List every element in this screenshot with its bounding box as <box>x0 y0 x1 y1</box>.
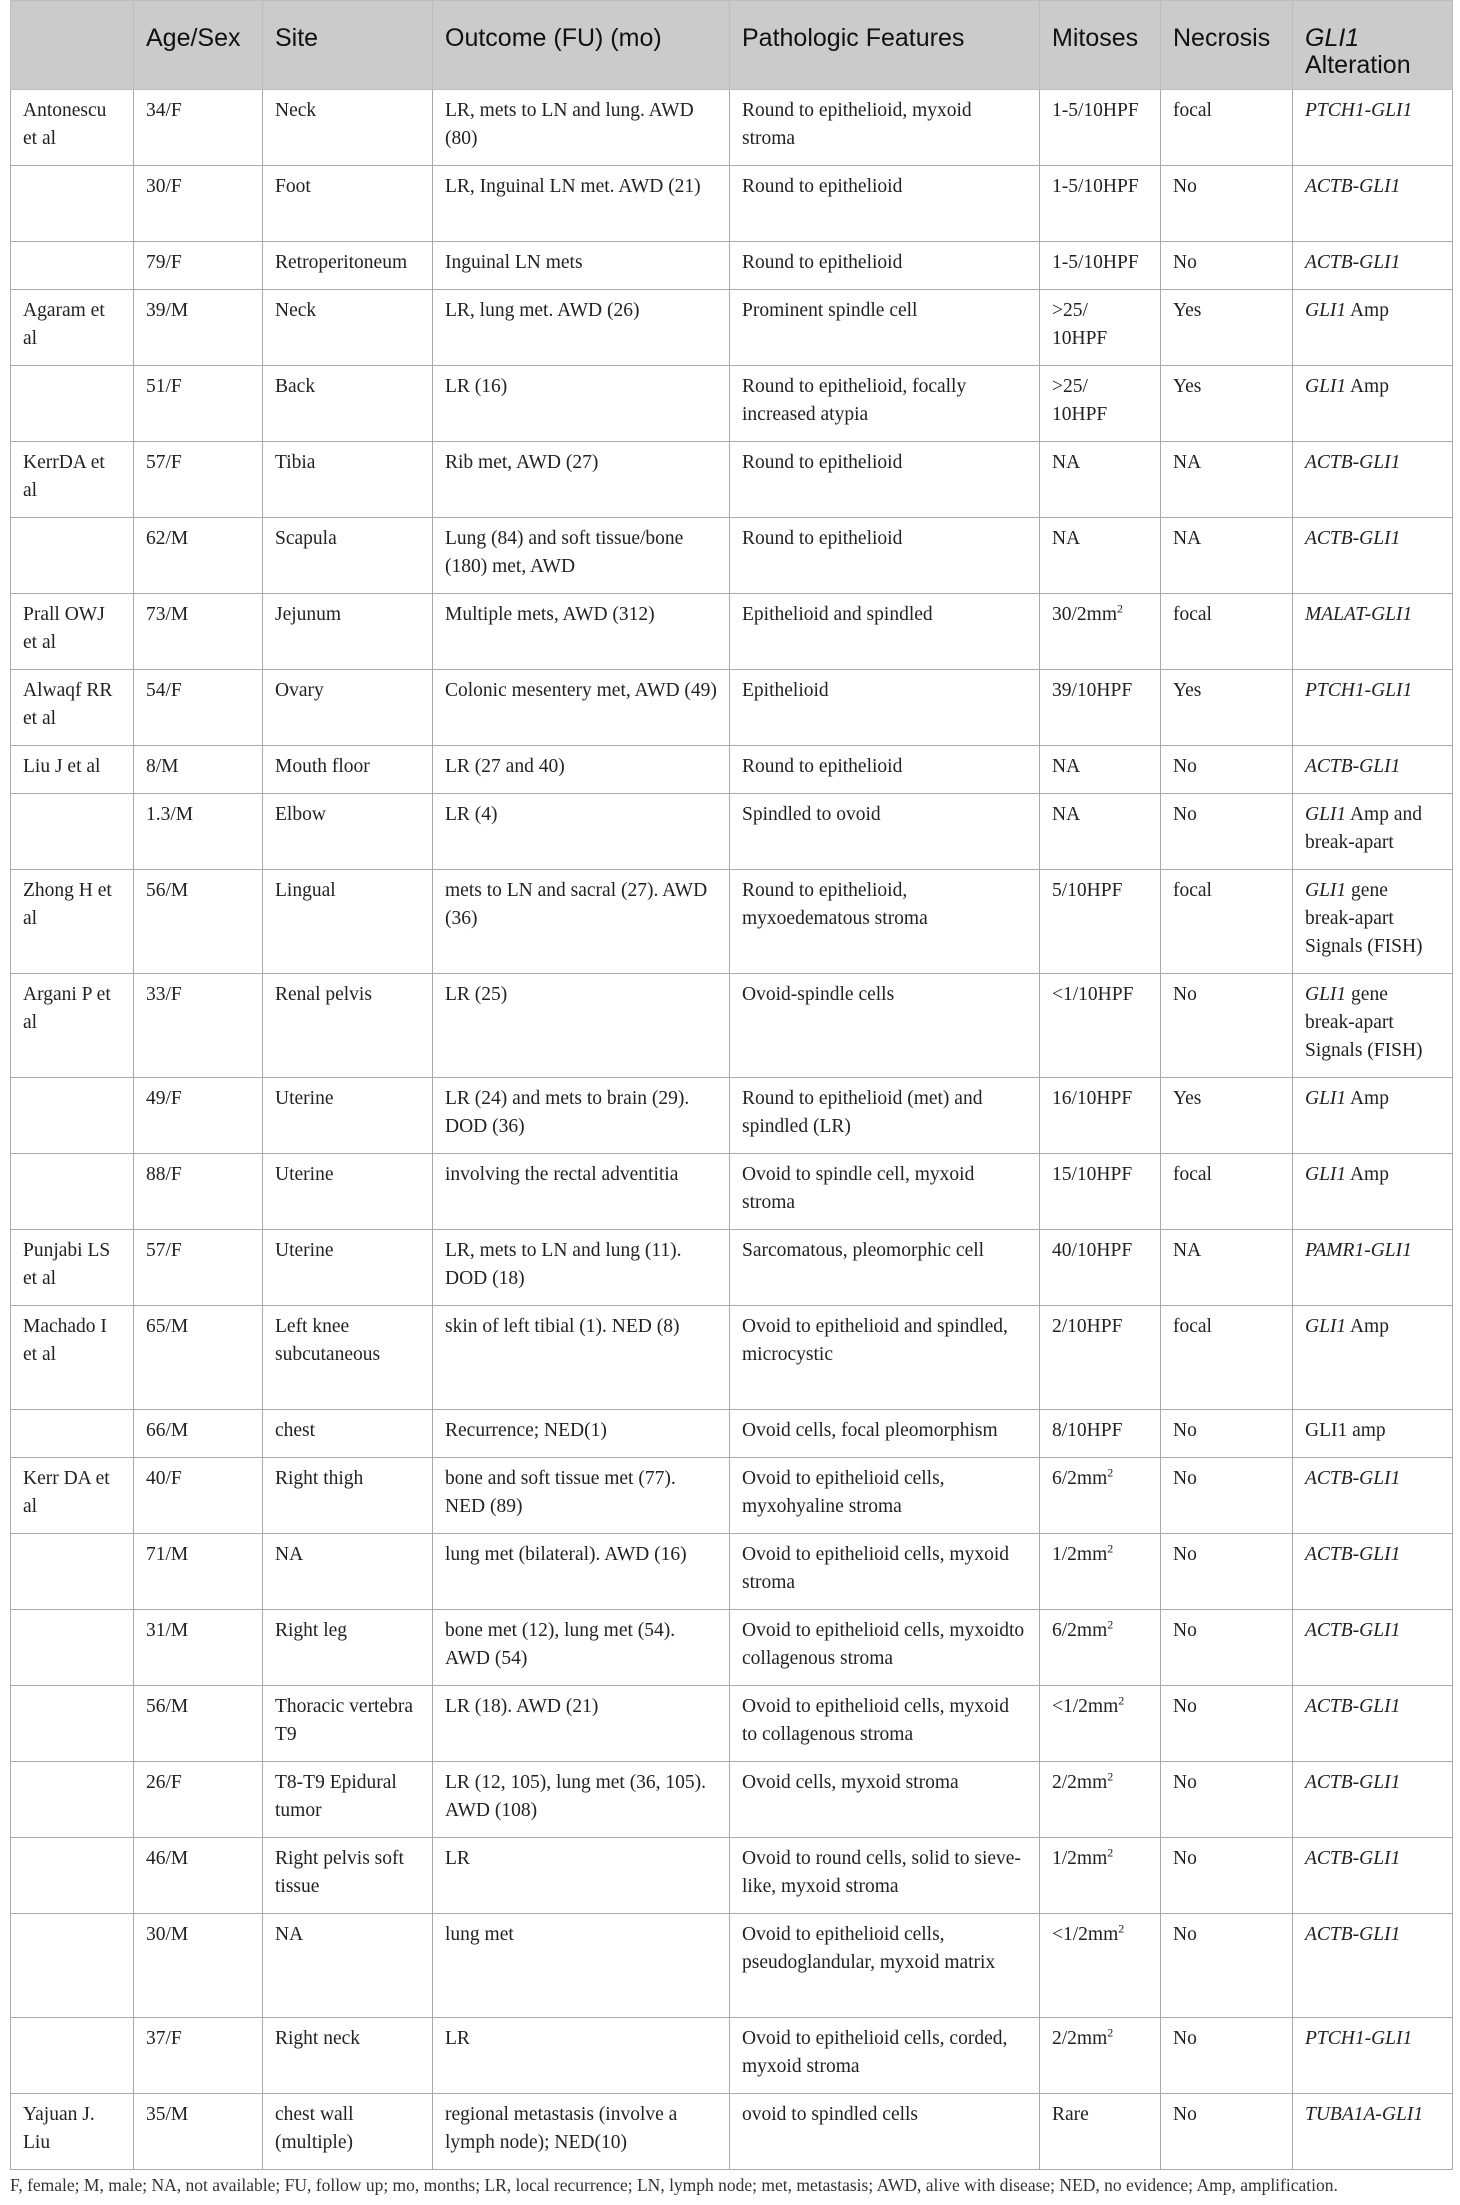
cell-site: Tibia <box>263 442 433 518</box>
gene-name: GLI1 <box>1305 1316 1347 1337</box>
cell-site: Mouth floor <box>263 746 433 794</box>
cell-author: Prall OWJ et al <box>11 594 134 670</box>
cell-author: Machado I et al <box>11 1306 134 1410</box>
cell-mitoses <box>1040 1534 1161 1610</box>
table-row <box>11 746 1453 794</box>
cell-mitoses: >25/ 10HPF <box>1040 290 1161 366</box>
cell-gli1: ACTB-GLI1 <box>1293 1686 1453 1762</box>
header-necrosis: Necrosis <box>1161 1 1293 90</box>
mitoses-exponent: 2 <box>1107 1541 1114 1556</box>
cell-necrosis: No <box>1161 1410 1293 1458</box>
cell-author <box>11 1534 134 1610</box>
cell-necrosis: Yes <box>1161 670 1293 746</box>
cell-necrosis: No <box>1161 242 1293 290</box>
mitoses-value: <1/2mm <box>1052 1924 1119 1945</box>
cell-site: Uterine <box>263 1154 433 1230</box>
cell-necrosis: focal <box>1161 1306 1293 1410</box>
cell-age-sex: 56/M <box>134 1686 263 1762</box>
cell-features: Ovoid-spindle cells <box>730 974 1040 1078</box>
cell-gli1: GLI1 amp <box>1293 1410 1453 1458</box>
cell-features: Prominent spindle cell <box>730 290 1040 366</box>
cell-features: Round to epithelioid (met) and spindled (LR) <box>730 1078 1040 1154</box>
cell-features: Ovoid to epithelioid cells, corded, myxoid stroma <box>730 2018 1040 2094</box>
cell-outcome: bone and soft tissue met (77). NED (89) <box>433 1458 730 1534</box>
cell-author: Punjabi LS et al <box>11 1230 134 1306</box>
cell-necrosis: No <box>1161 2094 1293 2170</box>
table-row <box>11 1154 1453 1230</box>
table-row <box>11 1838 1453 1914</box>
cell-site: Lingual <box>263 870 433 974</box>
gene-name: GLI1 <box>1305 880 1347 901</box>
cell-age-sex: 79/F <box>134 242 263 290</box>
cell-author <box>11 366 134 442</box>
cell-features: Round to epithelioid <box>730 442 1040 518</box>
mitoses-exponent: 2 <box>1107 1617 1114 1632</box>
cell-site: Foot <box>263 166 433 242</box>
table-row <box>11 870 1453 974</box>
cell-site: Right neck <box>263 2018 433 2094</box>
mitoses-value: 6/2mm <box>1052 1620 1108 1641</box>
cell-necrosis: No <box>1161 1838 1293 1914</box>
cell-gli1: TUBA1A-GLI1 <box>1293 2094 1453 2170</box>
table-row <box>11 90 1453 166</box>
cell-gli1: ACTB-GLI1 <box>1293 1534 1453 1610</box>
cell-outcome: regional metastasis (involve a lymph node); NED(10) <box>433 2094 730 2170</box>
header-alteration-word: Alteration <box>1305 51 1411 79</box>
cell-outcome: LR <box>433 2018 730 2094</box>
cell-gli1: ACTB-GLI1 <box>1293 1458 1453 1534</box>
cell-age-sex: 30/M <box>134 1914 263 2018</box>
cell-site: Thoracic vertebra T9 <box>263 1686 433 1762</box>
table-row <box>11 1914 1453 2018</box>
mitoses-value: 1/2mm <box>1052 1544 1108 1565</box>
data-table <box>10 0 1453 2170</box>
cell-features: Round to epithelioid <box>730 242 1040 290</box>
cell-age-sex: 56/M <box>134 870 263 974</box>
table-row <box>11 1534 1453 1610</box>
cell-mitoses: 8/10HPF <box>1040 1410 1161 1458</box>
cell-features: Epithelioid and spindled <box>730 594 1040 670</box>
cell-author: KerrDA et al <box>11 442 134 518</box>
cell-features: Spindled to ovoid <box>730 794 1040 870</box>
table-row <box>11 670 1453 746</box>
cell-gli1: PTCH1-GLI1 <box>1293 2018 1453 2094</box>
cell-age-sex: 46/M <box>134 1838 263 1914</box>
cell-author: Alwaqf RR et al <box>11 670 134 746</box>
cell-author: Antonescu et al <box>11 90 134 166</box>
cell-necrosis: NA <box>1161 442 1293 518</box>
table-row <box>11 518 1453 594</box>
cell-outcome: LR, mets to LN and lung. AWD (80) <box>433 90 730 166</box>
cell-mitoses: 1-5/10HPF <box>1040 90 1161 166</box>
cell-necrosis: No <box>1161 2018 1293 2094</box>
cell-outcome: mets to LN and sacral (27). AWD (36) <box>433 870 730 974</box>
table-row <box>11 794 1453 870</box>
cell-features: Round to epithelioid, focally increased atypia <box>730 366 1040 442</box>
gene-name: GLI1 <box>1305 376 1347 397</box>
cell-age-sex: 33/F <box>134 974 263 1078</box>
cell-necrosis: No <box>1161 1534 1293 1610</box>
cell-outcome: Multiple mets, AWD (312) <box>433 594 730 670</box>
table-row <box>11 366 1453 442</box>
cell-features: Ovoid to spindle cell, myxoid stroma <box>730 1154 1040 1230</box>
cell-site: Elbow <box>263 794 433 870</box>
cell-mitoses: >25/ 10HPF <box>1040 366 1161 442</box>
cell-mitoses <box>1040 1914 1161 2018</box>
cell-gli1: PAMR1-GLI1 <box>1293 1230 1453 1306</box>
cell-mitoses: 1-5/10HPF <box>1040 242 1161 290</box>
cell-features: Round to epithelioid, myxoid stroma <box>730 90 1040 166</box>
cell-features: ovoid to spindled cells <box>730 2094 1040 2170</box>
cell-necrosis: NA <box>1161 518 1293 594</box>
gene-name: GLI1 <box>1305 804 1347 825</box>
gene-name: GLI1 <box>1305 1088 1347 1109</box>
table-row <box>11 290 1453 366</box>
cell-gli1: GLI1 Amp and break-apart <box>1293 794 1453 870</box>
gene-name: GLI1 <box>1305 1164 1347 1185</box>
cell-necrosis: focal <box>1161 594 1293 670</box>
cell-gli1: GLI1 gene break-apart Signals (FISH) <box>1293 974 1453 1078</box>
cell-mitoses <box>1040 1458 1161 1534</box>
cell-author <box>11 1686 134 1762</box>
cell-gli1: ACTB-GLI1 <box>1293 1610 1453 1686</box>
mitoses-exponent: 2 <box>1107 2025 1114 2040</box>
cell-features: Round to epithelioid <box>730 518 1040 594</box>
cell-site: Right leg <box>263 1610 433 1686</box>
cell-age-sex: 71/M <box>134 1534 263 1610</box>
cell-mitoses: 5/10HPF <box>1040 870 1161 974</box>
cell-outcome: LR (25) <box>433 974 730 1078</box>
cell-site: Retroperitoneum <box>263 242 433 290</box>
cell-necrosis: No <box>1161 974 1293 1078</box>
cell-outcome: bone met (12), lung met (54). AWD (54) <box>433 1610 730 1686</box>
header-row <box>11 1 1453 90</box>
cell-age-sex: 49/F <box>134 1078 263 1154</box>
table-row <box>11 594 1453 670</box>
mitoses-value: 30/2mm <box>1052 604 1118 625</box>
cell-features: Epithelioid <box>730 670 1040 746</box>
header-gene-name: GLI1 <box>1305 24 1360 52</box>
table-row <box>11 1610 1453 1686</box>
cell-mitoses <box>1040 1610 1161 1686</box>
cell-outcome: Colonic mesentery met, AWD (49) <box>433 670 730 746</box>
cell-mitoses <box>1040 1838 1161 1914</box>
cell-outcome: skin of left tibial (1). NED (8) <box>433 1306 730 1410</box>
cell-mitoses: 15/10HPF <box>1040 1154 1161 1230</box>
mitoses-exponent: 2 <box>1107 1769 1114 1784</box>
cell-age-sex: 35/M <box>134 2094 263 2170</box>
cell-age-sex: 8/M <box>134 746 263 794</box>
cell-outcome: Inguinal LN mets <box>433 242 730 290</box>
cell-site: Uterine <box>263 1230 433 1306</box>
table-row <box>11 974 1453 1078</box>
cell-author <box>11 166 134 242</box>
cell-outcome: LR (16) <box>433 366 730 442</box>
cell-age-sex: 57/F <box>134 1230 263 1306</box>
cell-necrosis: Yes <box>1161 290 1293 366</box>
cell-gli1: GLI1 Amp <box>1293 366 1453 442</box>
cell-mitoses <box>1040 1762 1161 1838</box>
cell-mitoses: NA <box>1040 442 1161 518</box>
table-row <box>11 1078 1453 1154</box>
cell-gli1: PTCH1-GLI1 <box>1293 670 1453 746</box>
header-author <box>11 1 134 90</box>
cell-outcome: LR (12, 105), lung met (36, 105). AWD (108) <box>433 1762 730 1838</box>
cell-author <box>11 2018 134 2094</box>
cell-gli1: GLI1 Amp <box>1293 290 1453 366</box>
cell-site: Neck <box>263 290 433 366</box>
cell-age-sex: 73/M <box>134 594 263 670</box>
cell-gli1: ACTB-GLI1 <box>1293 1762 1453 1838</box>
header-mitoses: Mitoses <box>1040 1 1161 90</box>
cell-site: NA <box>263 1914 433 2018</box>
cell-mitoses: 2/10HPF <box>1040 1306 1161 1410</box>
table-row <box>11 1230 1453 1306</box>
cell-author <box>11 1762 134 1838</box>
cell-site: Right pelvis soft tissue <box>263 1838 433 1914</box>
cell-mitoses: Rare <box>1040 2094 1161 2170</box>
cell-age-sex: 54/F <box>134 670 263 746</box>
cell-site: Neck <box>263 90 433 166</box>
mitoses-value: 1/2mm <box>1052 1848 1108 1869</box>
cell-necrosis: Yes <box>1161 1078 1293 1154</box>
cell-features: Round to epithelioid, myxoedematous stroma <box>730 870 1040 974</box>
cell-necrosis: No <box>1161 794 1293 870</box>
cell-site: Ovary <box>263 670 433 746</box>
cell-features: Ovoid to epithelioid cells, myxoidto collagenous stroma <box>730 1610 1040 1686</box>
table-row <box>11 2018 1453 2094</box>
cell-author: Zhong H et al <box>11 870 134 974</box>
cell-author <box>11 794 134 870</box>
cell-features: Ovoid to epithelioid cells, myxoid stroma <box>730 1534 1040 1610</box>
cell-outcome: Rib met, AWD (27) <box>433 442 730 518</box>
cell-outcome: LR, lung met. AWD (26) <box>433 290 730 366</box>
cell-gli1: PTCH1-GLI1 <box>1293 90 1453 166</box>
cell-mitoses: 39/10HPF <box>1040 670 1161 746</box>
cell-outcome: involving the rectal adventitia <box>433 1154 730 1230</box>
cell-necrosis: focal <box>1161 870 1293 974</box>
cell-necrosis: No <box>1161 1686 1293 1762</box>
cell-age-sex: 65/M <box>134 1306 263 1410</box>
cell-necrosis: No <box>1161 1610 1293 1686</box>
cell-features: Ovoid to epithelioid cells, pseudoglandular, myxoid matrix <box>730 1914 1040 2018</box>
cell-age-sex: 66/M <box>134 1410 263 1458</box>
header-age-sex: Age/Sex <box>134 1 263 90</box>
cell-site: chest <box>263 1410 433 1458</box>
cell-author <box>11 1838 134 1914</box>
cell-author: Argani P et al <box>11 974 134 1078</box>
cell-gli1: ACTB-GLI1 <box>1293 1838 1453 1914</box>
cell-gli1: GLI1 Amp <box>1293 1306 1453 1410</box>
cell-features: Ovoid to round cells, solid to sieve-like, myxoid stroma <box>730 1838 1040 1914</box>
cell-gli1: GLI1 Amp <box>1293 1154 1453 1230</box>
cell-outcome: LR, mets to LN and lung (11). DOD (18) <box>433 1230 730 1306</box>
header-pathologic-features: Pathologic Features <box>730 1 1040 90</box>
cell-features: Ovoid cells, focal pleomorphism <box>730 1410 1040 1458</box>
cell-site: Uterine <box>263 1078 433 1154</box>
cell-age-sex: 57/F <box>134 442 263 518</box>
cell-features: Ovoid to epithelioid and spindled, microcystic <box>730 1306 1040 1410</box>
cell-mitoses <box>1040 1686 1161 1762</box>
cell-features: Ovoid to epithelioid cells, myxoid to collagenous stroma <box>730 1686 1040 1762</box>
header-outcome: Outcome (FU) (mo) <box>433 1 730 90</box>
mitoses-exponent: 2 <box>1107 1465 1114 1480</box>
cell-age-sex: 34/F <box>134 90 263 166</box>
cell-outcome: LR (4) <box>433 794 730 870</box>
table-row <box>11 1762 1453 1838</box>
cell-age-sex: 40/F <box>134 1458 263 1534</box>
cell-features: Round to epithelioid <box>730 166 1040 242</box>
cell-gli1: MALAT-GLI1 <box>1293 594 1453 670</box>
cell-necrosis: No <box>1161 166 1293 242</box>
cell-outcome: LR <box>433 1838 730 1914</box>
cell-age-sex: 26/F <box>134 1762 263 1838</box>
cell-author <box>11 242 134 290</box>
cell-mitoses: 16/10HPF <box>1040 1078 1161 1154</box>
table-row <box>11 2094 1453 2170</box>
cell-gli1: GLI1 Amp <box>1293 1078 1453 1154</box>
cell-site: Left knee subcutaneous <box>263 1306 433 1410</box>
cell-age-sex: 31/M <box>134 1610 263 1686</box>
cell-outcome: lung met <box>433 1914 730 2018</box>
cell-site: Right thigh <box>263 1458 433 1534</box>
cell-necrosis: No <box>1161 1458 1293 1534</box>
cell-mitoses: NA <box>1040 518 1161 594</box>
cell-site: Scapula <box>263 518 433 594</box>
mitoses-exponent: 2 <box>1118 1921 1125 1936</box>
cell-outcome: lung met (bilateral). AWD (16) <box>433 1534 730 1610</box>
cell-age-sex: 88/F <box>134 1154 263 1230</box>
cell-site: Renal pelvis <box>263 974 433 1078</box>
cell-necrosis: Yes <box>1161 366 1293 442</box>
mitoses-exponent: 2 <box>1118 1693 1125 1708</box>
cell-author <box>11 518 134 594</box>
cell-mitoses: <1/10HPF <box>1040 974 1161 1078</box>
cell-author <box>11 1914 134 2018</box>
mitoses-value: 2/2mm <box>1052 1772 1108 1793</box>
cell-outcome: Lung (84) and soft tissue/bone (180) met, AWD <box>433 518 730 594</box>
cell-author: Yajuan J. Liu <box>11 2094 134 2170</box>
cell-author <box>11 1610 134 1686</box>
cell-author: Agaram et al <box>11 290 134 366</box>
cell-outcome: LR (24) and mets to brain (29). DOD (36) <box>433 1078 730 1154</box>
cell-mitoses: 1-5/10HPF <box>1040 166 1161 242</box>
cell-age-sex: 51/F <box>134 366 263 442</box>
table-row <box>11 242 1453 290</box>
table-row <box>11 442 1453 518</box>
cell-gli1: ACTB-GLI1 <box>1293 1914 1453 2018</box>
cell-author: Liu J et al <box>11 746 134 794</box>
mitoses-value: <1/2mm <box>1052 1696 1119 1717</box>
table-footnote: F, female; M, male; NA, not available; FU, follow up; mo, months; LR, local recurrence; LN, lymph node; met, metastasis; AWD, alive with disease; NED, no evidence; Amp, amplification. <box>10 2175 1338 2195</box>
cell-features: Ovoid cells, myxoid stroma <box>730 1762 1040 1838</box>
table-row <box>11 1410 1453 1458</box>
cell-age-sex: 30/F <box>134 166 263 242</box>
mitoses-exponent: 2 <box>1117 601 1124 616</box>
cell-site: chest wall (multiple) <box>263 2094 433 2170</box>
cell-site: Back <box>263 366 433 442</box>
cell-age-sex: 62/M <box>134 518 263 594</box>
header-site: Site <box>263 1 433 90</box>
cell-necrosis: NA <box>1161 1230 1293 1306</box>
gene-name: GLI1 <box>1305 984 1347 1005</box>
cell-author <box>11 1154 134 1230</box>
cell-necrosis: focal <box>1161 90 1293 166</box>
mitoses-value: 6/2mm <box>1052 1468 1108 1489</box>
cell-outcome: LR (27 and 40) <box>433 746 730 794</box>
cell-mitoses <box>1040 594 1161 670</box>
table-row <box>11 166 1453 242</box>
header-gli1-alteration <box>1293 1 1453 90</box>
gene-name: GLI1 <box>1305 300 1347 321</box>
cell-gli1: ACTB-GLI1 <box>1293 166 1453 242</box>
cell-necrosis: No <box>1161 1762 1293 1838</box>
cell-necrosis: focal <box>1161 1154 1293 1230</box>
cell-author <box>11 1410 134 1458</box>
mitoses-exponent: 2 <box>1107 1845 1114 1860</box>
cell-features: Round to epithelioid <box>730 746 1040 794</box>
cell-gli1: ACTB-GLI1 <box>1293 518 1453 594</box>
table-row <box>11 1458 1453 1534</box>
cell-outcome: LR, Inguinal LN met. AWD (21) <box>433 166 730 242</box>
cell-gli1: ACTB-GLI1 <box>1293 242 1453 290</box>
cell-mitoses <box>1040 2018 1161 2094</box>
cell-outcome: Recurrence; NED(1) <box>433 1410 730 1458</box>
mitoses-value: 2/2mm <box>1052 2028 1108 2049</box>
cell-mitoses: 40/10HPF <box>1040 1230 1161 1306</box>
cell-features: Sarcomatous, pleomorphic cell <box>730 1230 1040 1306</box>
cell-site: NA <box>263 1534 433 1610</box>
cell-age-sex: 37/F <box>134 2018 263 2094</box>
cell-author: Kerr DA et al <box>11 1458 134 1534</box>
cell-necrosis: No <box>1161 746 1293 794</box>
cell-mitoses: NA <box>1040 794 1161 870</box>
cell-gli1: ACTB-GLI1 <box>1293 442 1453 518</box>
cell-author <box>11 1078 134 1154</box>
cell-gli1: ACTB-GLI1 <box>1293 746 1453 794</box>
table-row <box>11 1686 1453 1762</box>
cell-necrosis: No <box>1161 1914 1293 2018</box>
cell-mitoses: NA <box>1040 746 1161 794</box>
cell-site: Jejunum <box>263 594 433 670</box>
table-row <box>11 1306 1453 1410</box>
cell-outcome: LR (18). AWD (21) <box>433 1686 730 1762</box>
cell-age-sex: 39/M <box>134 290 263 366</box>
gli1-case-table <box>10 0 1452 2170</box>
cell-features: Ovoid to epithelioid cells, myxohyaline stroma <box>730 1458 1040 1534</box>
cell-gli1: GLI1 gene break-apart Signals (FISH) <box>1293 870 1453 974</box>
cell-age-sex: 1.3/M <box>134 794 263 870</box>
cell-site: T8-T9 Epidural tumor <box>263 1762 433 1838</box>
